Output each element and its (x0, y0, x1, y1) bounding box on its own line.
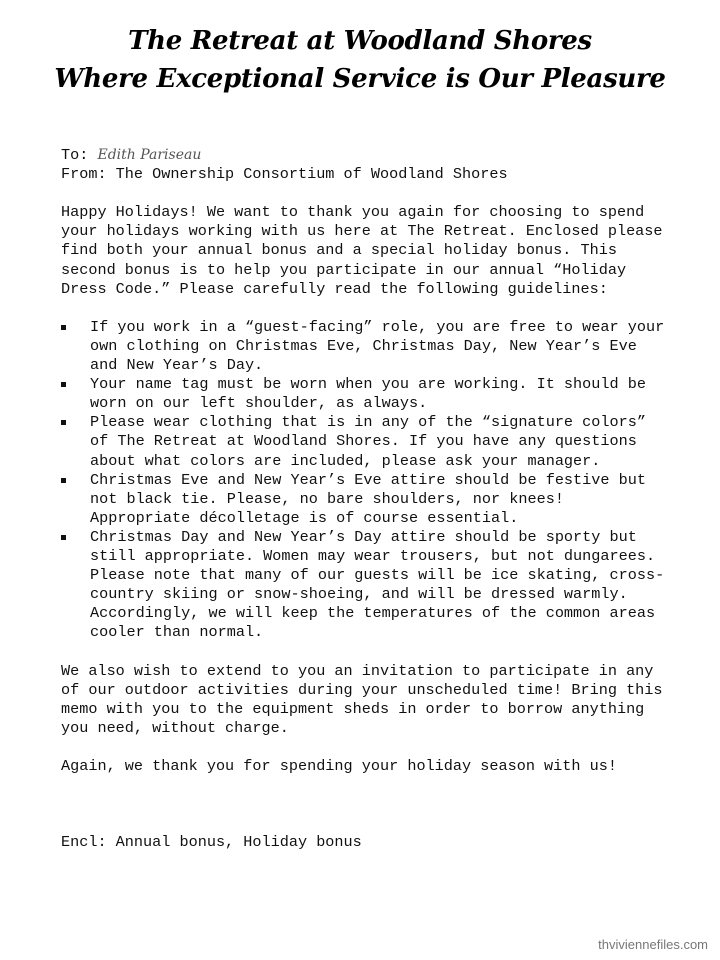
letterhead-title: The Retreat at Woodland Shores (128, 26, 592, 56)
letterhead (0, 22, 720, 98)
guideline-text: If you work in a “guest-facing” role, you are free to wear your own clothing on Christmas Eve, Christmas Day, New Year’s Eve and New Year’s Day. (90, 317, 665, 375)
guideline-text: Christmas Eve and New Year’s Eve attire should be festive but not black tie. Please, no bare shoulders, nor knees! Appropriate décolletage is of course essential. (90, 470, 646, 527)
site-credit: thviviennefiles.com (598, 937, 708, 952)
bullet-icon (61, 382, 66, 387)
guideline-item (61, 471, 671, 528)
closing-paragraph: Again, we thank you for spending your holiday season with us! (61, 757, 617, 775)
guideline-text: Christmas Day and New Year’s Day attire should be sporty but still appropriate. Women may wear trousers, but not dungarees. Please note that many of our guests will be ice skating, cross-country skiing or snow-shoeing, and will be dressed warmly. Accordingly, we will keep the temperatures of the common areas cooler than normal. (90, 527, 665, 642)
guidelines-list (61, 318, 671, 643)
letterhead-tagline: Where Exceptional Service is Our Pleasure (54, 64, 666, 94)
bullet-icon (61, 420, 66, 425)
guideline-item (61, 413, 671, 470)
bullet-icon (61, 325, 66, 330)
invitation-paragraph: We also wish to extend to you an invitation to participate in any of our outdoor activities during your unscheduled time! Bring this memo with you to the equipment sheds in order to borrow anything you need, without charge. (61, 661, 663, 737)
from-line: From: The Ownership Consortium of Woodland Shores (61, 165, 508, 184)
bullet-icon (61, 535, 66, 540)
guideline-item (61, 318, 671, 375)
memo-body (61, 146, 671, 852)
guideline-text: Please wear clothing that is in any of the “signature colors” of The Retreat at Woodland Shores. If you have any questions about what colors are included, please ask your manager. (90, 413, 646, 470)
bullet-icon (61, 478, 66, 483)
enclosures-line: Encl: Annual bonus, Holiday bonus (61, 833, 362, 852)
to-line (61, 146, 671, 165)
guideline-text: Your name tag must be worn when you are working. It should be worn on our left shoulder, as always. (90, 375, 646, 413)
to-label: To: (61, 146, 89, 164)
guideline-item (61, 528, 671, 643)
recipient-name: Edith Pariseau (97, 147, 202, 163)
guideline-item (61, 375, 671, 413)
intro-paragraph: Happy Holidays! We want to thank you again for choosing to spend your holidays working with us here at The Retreat. Enclosed please find both your annual bonus and a special holiday bonus. This second bonus is to help you participate in our annual “Holiday Dress Code.” Please carefully read the following guidelines: (61, 203, 663, 298)
